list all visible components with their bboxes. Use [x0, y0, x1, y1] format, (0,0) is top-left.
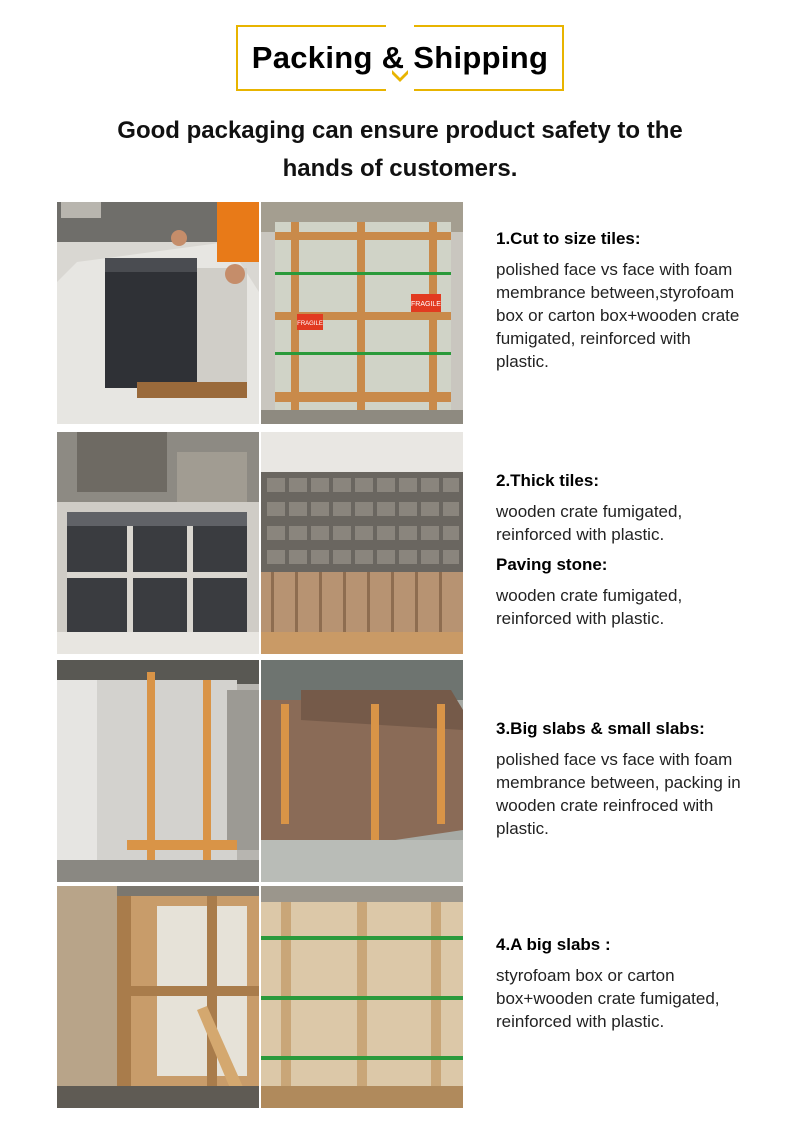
section-description	[496, 470, 746, 630]
section-heading: 1.Cut to size tiles:	[496, 229, 641, 248]
photo-styrofoam-crate	[57, 886, 259, 1108]
photo-strapped-crate	[261, 886, 463, 1108]
section-heading: 3.Big slabs & small slabs:	[496, 719, 705, 738]
section-text-paving: wooden crate fumigated, reinforced with plastic.	[496, 586, 683, 628]
subtitle-line-2: hands of customers.	[282, 155, 518, 182]
packing-section-a-big-slabs	[57, 886, 757, 1108]
photo-paving-stones	[261, 432, 463, 654]
section-heading: 2.Thick tiles:	[496, 471, 599, 490]
page-subtitle	[40, 112, 760, 188]
fragile-label-2: FRAGILE	[297, 321, 323, 327]
page-title: Packing & Shipping	[251, 40, 549, 75]
section-description	[496, 228, 746, 373]
section-heading-paving: Paving stone:	[496, 555, 608, 574]
packing-section-thick-tiles	[57, 432, 757, 654]
photo-crated-tiles	[261, 202, 463, 424]
section-description	[496, 718, 746, 840]
fragile-label-1: FRAGILE	[411, 301, 441, 308]
chevron-down-icon	[392, 70, 408, 82]
section-text: wooden crate fumigated, reinforced with plastic.	[496, 502, 683, 544]
section-description	[496, 934, 746, 1033]
section-heading: 4.A big slabs :	[496, 935, 611, 954]
section-text: styrofoam box or carton box+wooden crate fumigated, reinforced with plastic.	[496, 966, 720, 1031]
photo-wrapping-tiles	[57, 202, 259, 424]
section-text: polished face vs face with foam membrance between,styrofoam box or carton box+wooden crate fumigated, reinforced with plastic.	[496, 260, 740, 371]
subtitle-line-1: Good packaging can ensure product safety to the	[117, 117, 683, 144]
photo-white-slabs	[57, 660, 259, 882]
section-text: polished face vs face with foam membrance between, packing in wooden crate reinfroced with plastic.	[496, 750, 741, 838]
packing-section-slabs	[57, 660, 757, 882]
photo-brown-slabs	[261, 660, 463, 882]
photo-thick-tiles	[57, 432, 259, 654]
packing-section-cut-to-size	[57, 202, 757, 424]
